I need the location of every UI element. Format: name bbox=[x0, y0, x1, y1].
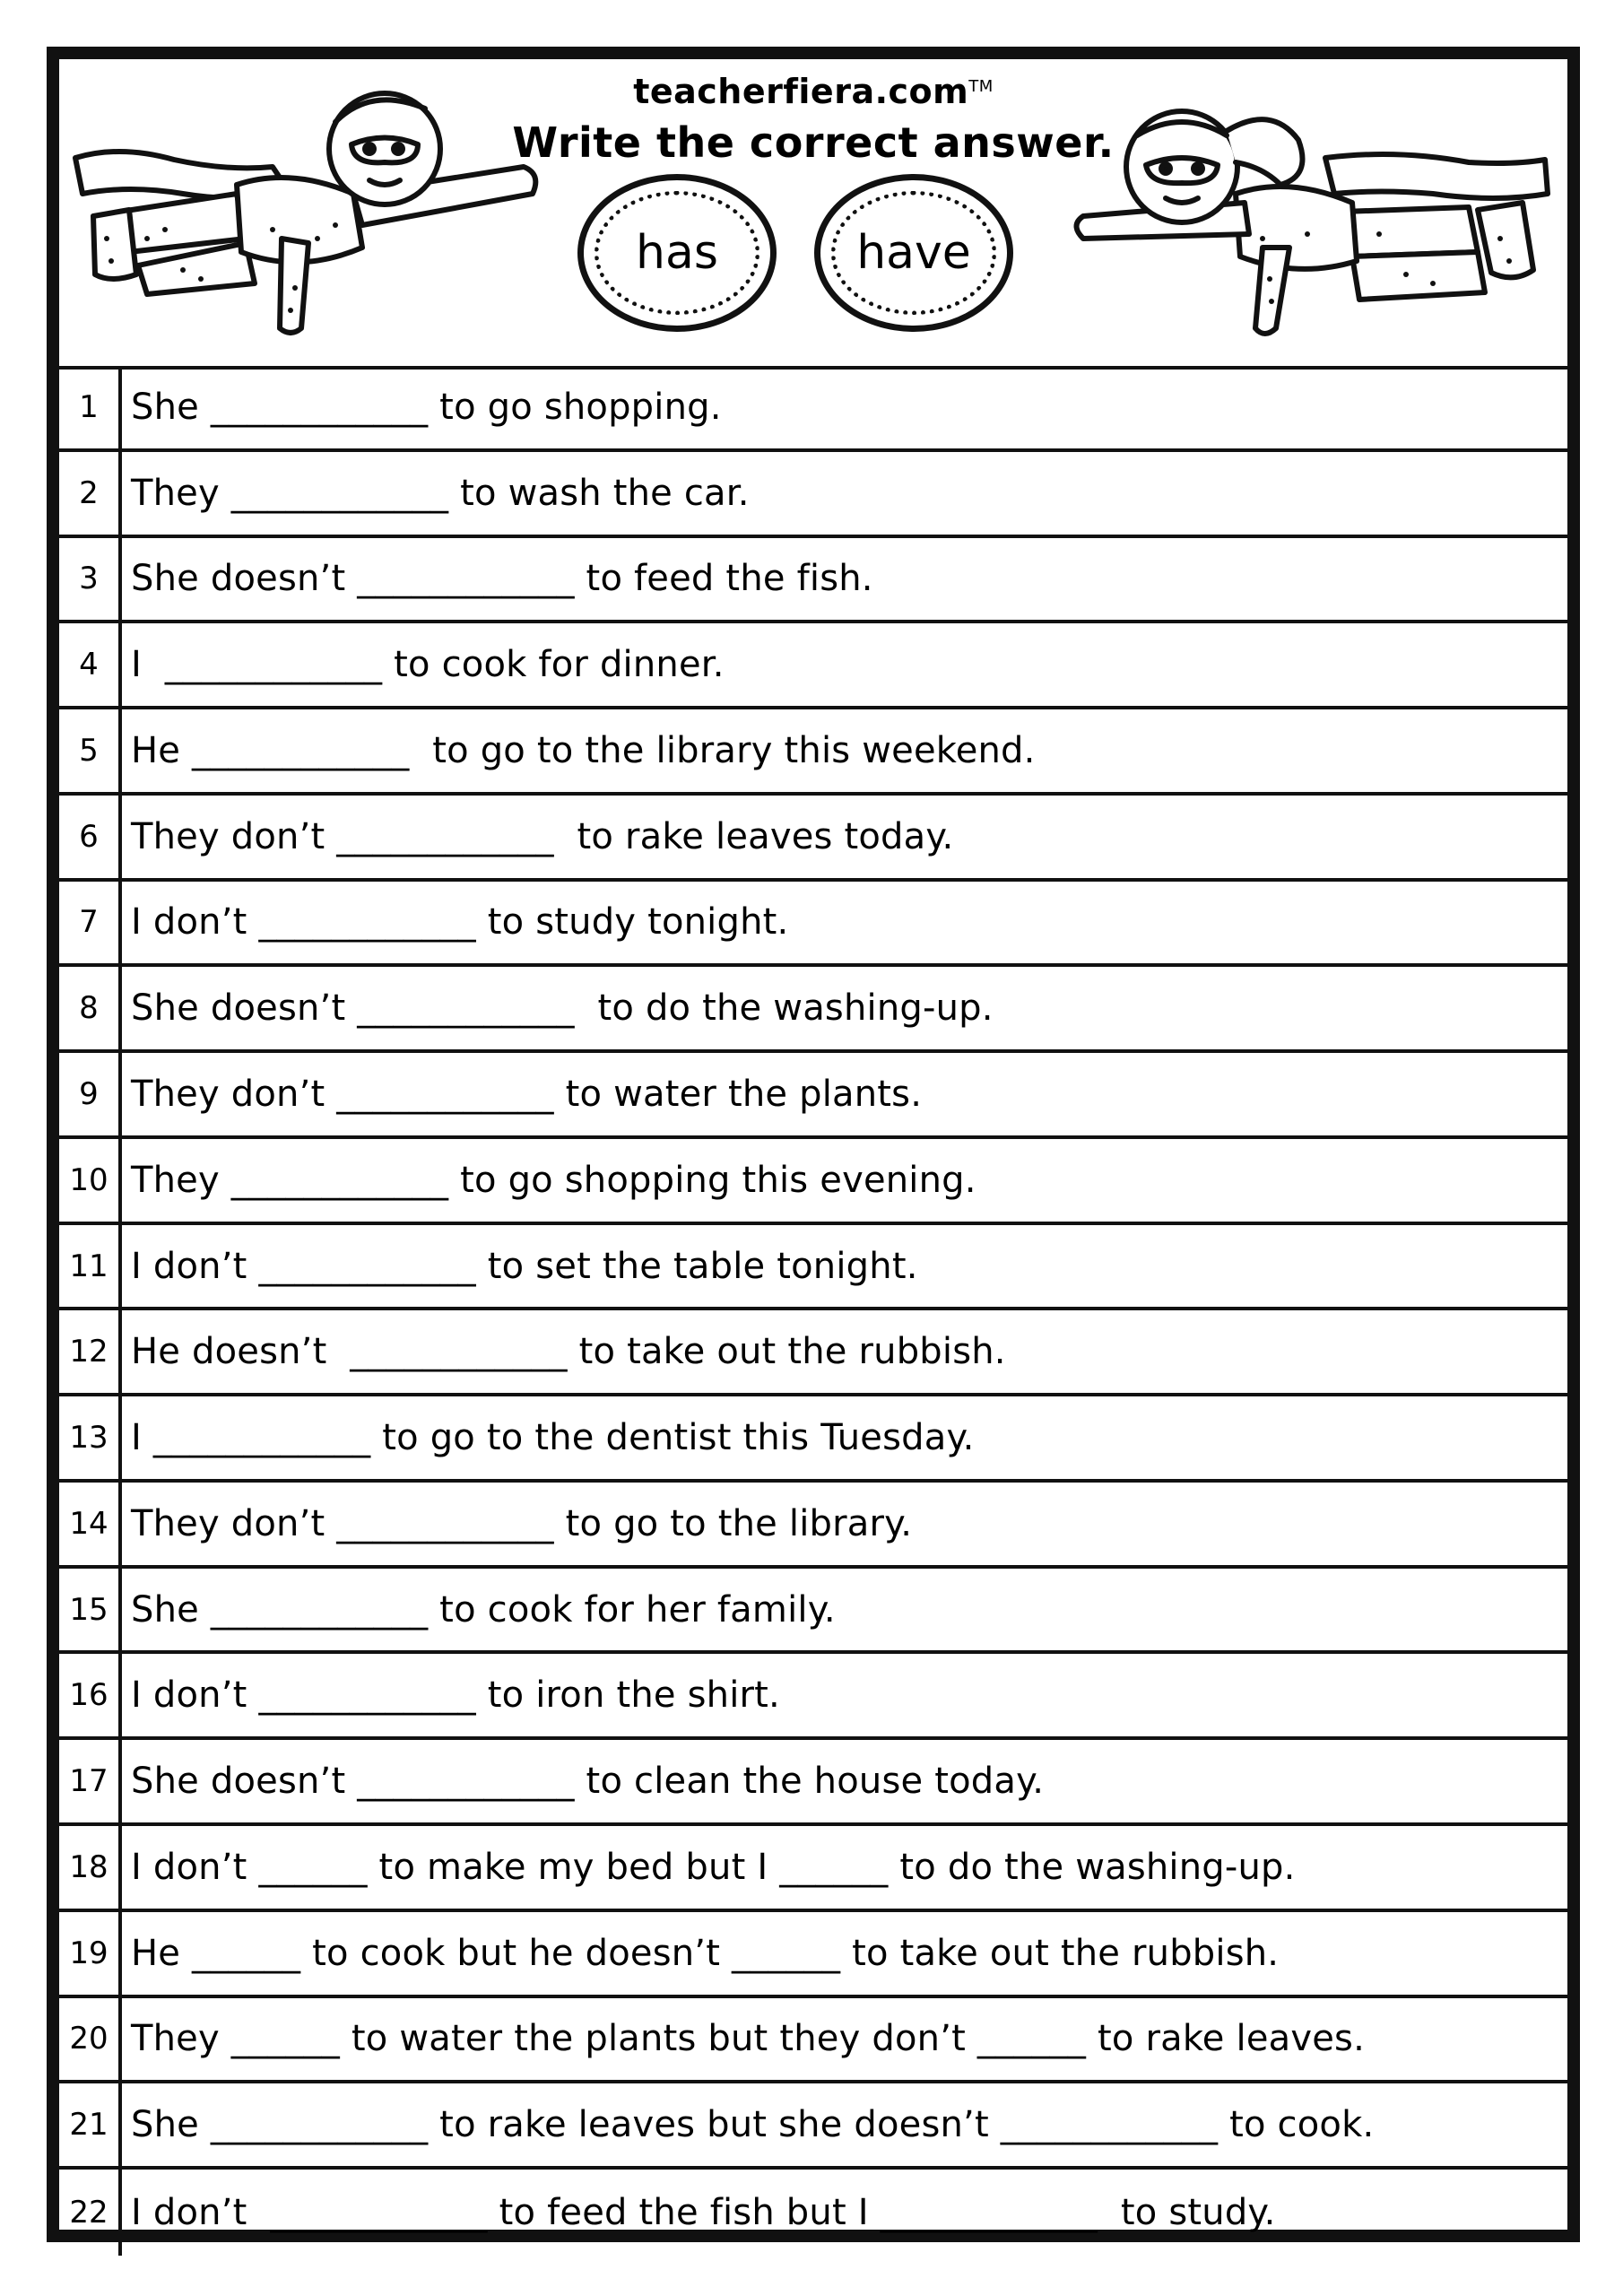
exercise-row bbox=[59, 709, 1567, 796]
trademark-mark: TM bbox=[968, 77, 994, 96]
row-number: 12 bbox=[59, 1310, 122, 1393]
site-name-text: teacherfiera.com bbox=[633, 72, 969, 111]
worksheet-title: Write the correct answer. bbox=[512, 118, 1115, 167]
row-number: 6 bbox=[59, 796, 122, 878]
exercise-row bbox=[59, 967, 1567, 1053]
row-number: 22 bbox=[59, 2170, 122, 2256]
exercise-row bbox=[59, 1654, 1567, 1740]
exercise-row bbox=[59, 1225, 1567, 1311]
exercise-row bbox=[59, 452, 1567, 538]
row-number: 9 bbox=[59, 1053, 122, 1135]
exercise-list bbox=[59, 366, 1567, 2256]
exercise-row bbox=[59, 1740, 1567, 1826]
row-sentence: I don’t ______ to make my bed but I ______ to do the washing-up. bbox=[131, 1846, 1296, 1888]
worksheet-header bbox=[59, 59, 1567, 370]
row-number: 21 bbox=[59, 2083, 122, 2166]
exercise-row bbox=[59, 1998, 1567, 2084]
exercise-row bbox=[59, 1053, 1567, 1139]
row-number: 8 bbox=[59, 967, 122, 1049]
exercise-row bbox=[59, 1826, 1567, 1912]
row-number: 13 bbox=[59, 1396, 122, 1479]
row-sentence: She doesn’t ____________ to clean the house today. bbox=[131, 1761, 1045, 1803]
row-number: 5 bbox=[59, 709, 122, 792]
exercise-row bbox=[59, 882, 1567, 968]
exercise-row bbox=[59, 2083, 1567, 2170]
row-number: 17 bbox=[59, 1740, 122, 1822]
row-number: 1 bbox=[59, 366, 122, 448]
row-sentence: He doesn’t ____________ to take out the rubbish. bbox=[131, 1331, 1006, 1373]
row-number: 11 bbox=[59, 1225, 122, 1308]
row-sentence: She doesn’t ____________ to do the washing-up. bbox=[131, 987, 994, 1030]
row-sentence: I ____________ to cook for dinner. bbox=[131, 644, 725, 686]
row-sentence: He ______ to cook but he doesn’t ______ to take out the rubbish. bbox=[131, 1932, 1280, 1974]
exercise-row bbox=[59, 366, 1567, 452]
row-sentence: They ____________ to wash the car. bbox=[131, 472, 750, 514]
row-sentence: I don’t ____________ to study tonight. bbox=[131, 901, 789, 944]
row-number: 15 bbox=[59, 1569, 122, 1651]
choice-word: has bbox=[636, 226, 718, 280]
exercise-row bbox=[59, 1396, 1567, 1483]
exercise-row bbox=[59, 2170, 1567, 2256]
row-number: 3 bbox=[59, 538, 122, 621]
row-sentence: They don’t ____________ to go to the library. bbox=[131, 1502, 913, 1544]
exercise-row bbox=[59, 1139, 1567, 1225]
choice-oval-has bbox=[577, 174, 777, 332]
row-sentence: I don’t ____________ to feed the fish but I ____________ to study. bbox=[131, 2191, 1276, 2233]
row-sentence: I don’t ____________ to set the table tonight. bbox=[131, 1245, 918, 1287]
exercise-row bbox=[59, 1569, 1567, 1655]
exercise-row bbox=[59, 538, 1567, 624]
row-sentence: They ____________ to go shopping this evening. bbox=[131, 1159, 976, 1201]
choice-word: have bbox=[856, 226, 971, 280]
row-number: 20 bbox=[59, 1998, 122, 2081]
row-number: 16 bbox=[59, 1654, 122, 1736]
choice-oval-have bbox=[814, 174, 1013, 332]
row-number: 19 bbox=[59, 1912, 122, 1995]
row-sentence: They don’t ____________ to rake leaves today. bbox=[131, 815, 954, 857]
row-number: 18 bbox=[59, 1826, 122, 1909]
row-number: 10 bbox=[59, 1139, 122, 1222]
exercise-row bbox=[59, 1310, 1567, 1396]
row-number: 7 bbox=[59, 882, 122, 964]
row-sentence: She ____________ to go shopping. bbox=[131, 386, 722, 428]
row-sentence: They ______ to water the plants but they don’t ______ to rake leaves. bbox=[131, 2018, 1365, 2060]
row-number: 2 bbox=[59, 452, 122, 535]
row-sentence: She doesn’t ____________ to feed the fish. bbox=[131, 558, 873, 600]
row-sentence: She ____________ to cook for her family. bbox=[131, 1588, 836, 1631]
row-number: 4 bbox=[59, 623, 122, 706]
exercise-row bbox=[59, 1483, 1567, 1569]
row-sentence: I ____________ to go to the dentist this Tuesday. bbox=[131, 1417, 975, 1459]
flying-superhero-girl-illustration bbox=[1056, 59, 1567, 366]
exercise-row bbox=[59, 796, 1567, 882]
exercise-row bbox=[59, 1912, 1567, 1998]
exercise-row bbox=[59, 623, 1567, 709]
worksheet-frame bbox=[47, 47, 1580, 2242]
row-number: 14 bbox=[59, 1483, 122, 1565]
row-sentence: I don’t ____________ to iron the shirt. bbox=[131, 1674, 780, 1717]
row-sentence: She ____________ to rake leaves but she doesn’t ____________ to cook. bbox=[131, 2104, 1375, 2146]
row-sentence: He ____________ to go to the library this weekend. bbox=[131, 729, 1036, 771]
row-sentence: They don’t ____________ to water the plants. bbox=[131, 1074, 923, 1115]
